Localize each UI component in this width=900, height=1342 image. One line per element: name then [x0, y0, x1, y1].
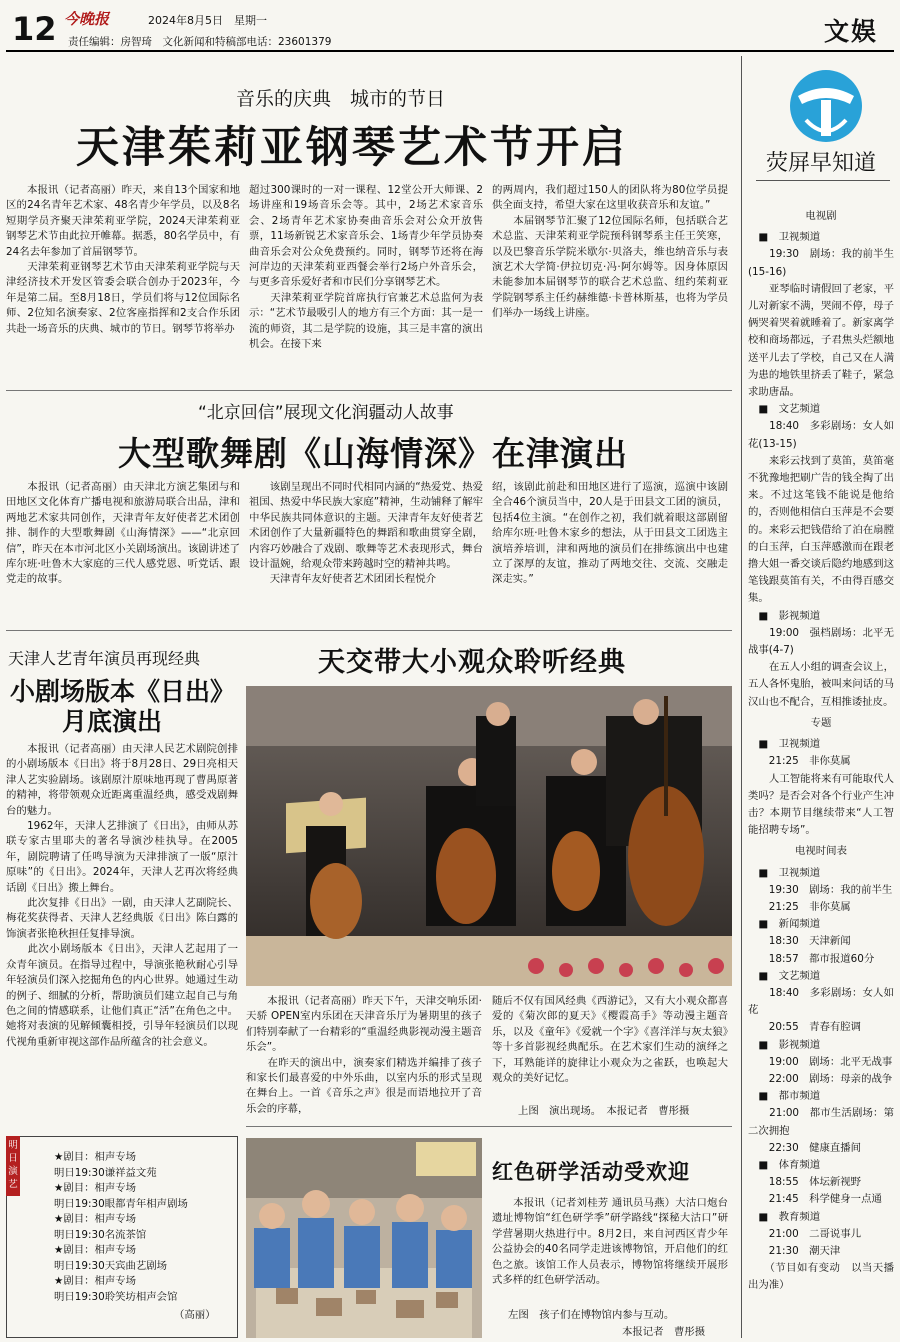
page-number: 12 — [12, 10, 57, 48]
tv-listing-line: ■ 都市频道 — [748, 1090, 821, 1103]
tomorrow-show-line: 明日19:30眼都青年相声剧场 — [54, 1197, 188, 1210]
tv-logo-icon — [776, 60, 876, 156]
concert-photo — [246, 686, 732, 986]
tomorrow-show-line: 明日19:30聆笑坊相声会馆 — [54, 1290, 178, 1303]
article3-title-line2: 月底演出 — [62, 707, 163, 736]
article2-kicker: “北京回信”展现文化润疆动人故事 — [198, 403, 454, 423]
tomorrow-show-line: 明日19:30名流茶馆 — [54, 1228, 147, 1241]
article4-col2: 随后不仅有国风经典《西游记》，又有大小观众都喜爱的《菊次郎的夏天》《樱霞高手》等动漫主题音乐，以及《童年》《爱就一个字》《喜洋洋与灰太狼》等十多首影视经典配乐。在艺术家们生动的演绎之下，耳熟能详的旋律让小观众为之雀跃，也唤起大观众的美好记忆。 — [492, 995, 728, 1085]
tv-listing-line: 亚琴临时请假回了老家，平儿对新家不满，哭闹不停，母子俩哭着哭着就睡着了。新家离学校和商场都远，子君焦头烂额地送平儿去了学校，自己又在人满为患的地铁里挤丢了鞋子，紧急求助唐晶。 — [748, 282, 894, 399]
tv-listing-line: ■ 体育频道 — [748, 1158, 821, 1171]
tv-listing-line: ■ 影视频道 — [748, 1038, 821, 1051]
tv-listing-line: 21:45 科学健身一点通 — [748, 1193, 882, 1206]
tv-listing-line: 人工智能将来有可能取代人类吗？是否会对各个行业产生冲击？本期节目继续带来“人工智能招聘专场”。 — [748, 772, 894, 837]
tv-listing-line: ■ 教育频道 — [748, 1210, 821, 1223]
article1-title: 天津茱莉亚钢琴艺术节开启 — [76, 123, 628, 173]
tv-listing-line: ■ 文艺频道 — [748, 969, 821, 982]
article2-col1: 本报讯（记者高丽）由天津北方演艺集团与和田地区文化体育广播电视和旅游局联合出品，津和两地艺术家共同创作，天津青年友好使者艺术团创排、制作的大型歌舞剧《山海情深》——“北京回信”，昨天在本市河北区小关剧场演出。该剧讲述了库尔班·吐鲁木大家庭的三代人感党恩、听党话、跟党走的故事。 — [6, 481, 240, 586]
tv-listing-line: 21:00 二哥说事儿 — [748, 1227, 862, 1240]
article2-col3: 绍，该剧此前赴和田地区进行了巡演，巡演中该剧全合46个演员当中，20人是于田县文工团的演员，包括4位主演。“在创作之初，我们就着眼这部剧留给库尔班·吐鲁木家乡的想法，从于田县文工团选主演培养培训，津和两地的演员们在排练演出中也建立了深厚的友谊，推动了两地交往、交流、交融走深走实。” — [492, 481, 728, 586]
issue-date: 2024年8月5日 星期一 — [148, 14, 267, 27]
tv-listing-line: 19:30 剧场：我的前半生 — [748, 883, 893, 896]
article4-title: 天交带大小观众聆听经典 — [318, 647, 626, 678]
tv-listing-line: 21:25 非你莫属 — [748, 755, 851, 768]
article4-col1: 本报讯（记者高丽）昨天下午，天津交响乐团·天骄 OPEN室内乐团在天津音乐厅为暑期里的孩子们特别奉献了一台精彩的“重温经典影视动漫主题音乐会”。 在昨天的演出中，演奏家们精选并编排了孩子和家长们最喜爱的中外乐曲，以室内乐的形式呈现在舞台上。一首《音乐之声》很是而语地拉开了音乐会的序幕， — [246, 995, 482, 1115]
museum-photo-illustration — [246, 1138, 482, 1338]
tv-listing-line: 来彩云找到了莫笛，莫笛毫不犹豫地把刷广告的钱全掏了出来。不过这笔钱不能说是他给的，否则他相信白玉萍是不会要的。来彩云把钱借给了泊在扇膛的白玉萍，白玉萍感激而在跟老撸大姐一番交谈后隐约地感到这笔钱跟莫笛有关，不由得百感交集。 — [748, 454, 894, 605]
divider — [246, 1126, 732, 1127]
tomorrow-shows-credit: （高丽） — [174, 1309, 216, 1321]
photo1-caption: 上图 演出现场。 本报记者 曹彤摄 — [518, 1105, 690, 1117]
tv-listing-heading: 专题 — [810, 716, 832, 729]
photo2-credit: 本报记者 曹彤摄 — [622, 1326, 706, 1338]
tv-listing-line: 21:00 都市生活剧场：第二次拥抱 — [748, 1107, 894, 1137]
tv-listing-line: （节目如有变动 以当天播出为准） — [748, 1262, 894, 1292]
tomorrow-show-line: 明日19:30天宾曲艺剧场 — [54, 1259, 168, 1272]
tomorrow-show-line: ★剧目：相声专场 — [54, 1244, 137, 1256]
tv-listing-line: 21:30 潮天津 — [748, 1244, 841, 1257]
article5-body: 本报讯（记者刘桂芳 通讯员马燕）大沽口炮台遗址博物馆“红色研学季”研学路线“探秘大沽口”研学营暑期火热进行中。8月2日，来自河西区青少年公益协会的40名同学走进该博物馆，开启他们的红色之旅。该馆工作人员表示，博物馆将继续开展形式多样的红色研学活动。 — [492, 1197, 728, 1287]
article2-col2: 该剧呈现出不同时代相同内涵的“热爱党、热爱祖国、热爱中华民族大家庭”精神，生动铺释了解牢中华民族共同体意识的主题。天津青年友好使者艺术团创作了大量新疆特色的舞蹈和歌曲贯穿全剧，内容巧妙融合了戏剧、歌舞等艺术表现形式，舞台设计温婉，给观众带来跨越时空的精神共鸣。 天津青年友好使者艺术团团长程悦介 — [249, 481, 483, 586]
tv-listing-heading: 电视剧 — [805, 210, 837, 222]
divider — [6, 630, 732, 631]
tv-sidebar-title: 荧屏早知道 — [766, 151, 877, 176]
tv-listing-line: 20:55 青春有腔调 — [748, 1021, 862, 1034]
tv-listing-line: 18:55 体坛新视野 — [748, 1176, 862, 1189]
tomorrow-show-line: ★剧目：相声专场 — [54, 1182, 137, 1194]
tv-listing-line: ■ 影视频道 — [748, 609, 821, 622]
photo2-caption: 左图 孩子们在博物馆内参与互动。 — [508, 1309, 675, 1321]
article3-kicker: 天津人艺青年演员再现经典 — [8, 649, 201, 668]
article1-col2: 超过300课时的一对一课程、12堂公开大师课、2场讲座和19场音乐会等。其中，2场艺术家音乐会、2场青年艺术家协奏曲音乐会对公众开放售票，11场新锐艺术家音乐会、1场青少年学员协奏曲音乐会对公众免费预约。同时，钢琴节还将在海河岸边的天津茱莉亚西餐会举行2场户外音乐会，与更多音乐爱好者和市民们分享钢琴艺术。 天津茱莉亚学院首席执行官兼艺术总监何为表示：“艺术节最吸引人的地方有三个方面：其一是一流的师资，其二是学院的设施，其三是丰富的演出机会。在接下来 — [249, 184, 483, 351]
section-title: 文娱 — [823, 17, 878, 46]
article5-title: 红色研学活动受欢迎 — [492, 1160, 690, 1184]
article1-col3: 的两周内，我们超过150人的团队将为80位学员提供全面支持，希望大家在这里收获音乐和友谊。” 本届钢琴节汇聚了12位国际名师，包括联合艺术总监、天津茱莉亚学院预科钢琴系主任王笑寒，以及巴黎音乐学院米歇尔·贝洛夫，维也纳音乐与表演艺术大学简·伊拉切克·冯·阿尔姆等。因身体原因未能参加本届钢琴节的联合艺术总监、纽约茱莉亚学院钢琴系主任约赫维德·卡普林斯基，也将为学员们举办一场线上讲座。 — [492, 184, 728, 320]
article1-kicker: 音乐的庆典 城市的节日 — [236, 88, 446, 110]
museum-photo — [246, 1138, 482, 1338]
tv-listing-line: ■ 新闻频道 — [748, 918, 821, 931]
tv-listing-heading: 电视时间表 — [795, 845, 847, 858]
tv-listing-line: 19:00 剧场：北平无战事 — [748, 1055, 893, 1068]
tv-listing-line: 19:30 剧场：我的前半生(15-16) — [748, 248, 894, 278]
tv-listing-line: ■ 卫视频道 — [748, 738, 821, 751]
tomorrow-show-line: ★剧目：相声专场 — [54, 1213, 137, 1225]
concert-photo-illustration — [246, 686, 732, 986]
tv-listing-line: 22:30 健康直播间 — [748, 1141, 862, 1154]
tv-listing-line: 在五人小组的调查会议上，五人各怀鬼胎，被叫来问话的马汉山也不配合，互相推诿扯皮。 — [748, 661, 894, 708]
header-rule — [6, 50, 894, 52]
article3-body: 本报讯（记者高丽）由天津人民艺术剧院创排的小剧场版本《日出》将于8月28日、29日亮相天津人艺实验剧场。该剧原汁原味地再现了曹禺原著的精神，将带领观众近距离重温经典，感受戏剧舞台的魅力。 1962年，天津人艺排演了《日出》，由师从苏联专家古里耶夫的著名导演沙桂执导。在2005年，剧院聘请了任鸣导演为天津排演了一版“原汁原味”的《日出》。2024年，天津人艺再次将经典话剧《日出》搬上舞台。 此次复排《日出》一剧，由天津人艺副院长、梅花奖获得者、天津人艺经典版《日出》陈白露的饰演者张艳秋担任复排导演。 此次小剧场版本《日出》，天津人艺起用了一众青年演员。在指导过程中，导演张艳秋耐心引导年轻演员们深入挖掘角色的内心世界。她通过生动的例子、细腻的分析，帮助演员们建立起自己与角色之间的情感联系，让他们真正“活”在角色之中。她将对表演的见解倾囊相授，引导年轻演员们以现代视角重新审视这部作品所蕴含的社会意义。 — [6, 743, 238, 1048]
tomorrow-shows-tab: 明日演艺 — [6, 1136, 20, 1196]
newspaper-logo: 今晚报 — [64, 10, 110, 28]
tv-listing-line: 18:40 多彩剧场：女人如花 — [748, 986, 894, 1017]
tomorrow-show-line: ★剧目：相声专场 — [54, 1151, 137, 1163]
tv-listing-line: ■ 卫视频道 — [748, 866, 821, 879]
tv-listing-line: ■ 卫视频道 — [748, 231, 821, 244]
divider — [6, 390, 732, 391]
tv-listing-line: 18:30 天津新闻 — [748, 935, 851, 948]
article2-title: 大型歌舞剧《山海情深》在津演出 — [118, 434, 628, 473]
editor-line: 责任编辑：房智琦 文化新闻和特稿部电话：23601379 — [68, 36, 332, 48]
tomorrow-show-line: ★剧目：相声专场 — [54, 1275, 137, 1287]
article3-title-line1: 小剧场版本《日出》 — [10, 677, 236, 706]
tv-listing-line: 21:25 非你莫属 — [748, 900, 851, 913]
tv-listing-line: 18:40 多彩剧场：女人如花(13-15) — [748, 420, 894, 450]
tv-listing-line: 19:00 强档剧场：北平无战事(4-7) — [748, 626, 894, 657]
article1-col1: 本报讯（记者高丽）昨天，来自13个国家和地区的24名青年艺术家、48名青少年学员，以及8名短期学员齐聚天津茱莉亚学院，2024天津茱莉亚钢琴艺术节由此拉开帷幕。据悉，80名学员中，有24名去年参加了首届钢琴节。 天津茱莉亚钢琴艺术节由天津茱莉亚学院与天津经济技术开发区管委会联合创办于2023年，今年是第二届。至8月18日，学员们将与12位国际名师、2位知名演奏家、2位客座指挥和2支合作乐团共赴一场音乐的庆典、城市的节日。钢琴节将举办 — [6, 184, 240, 335]
tv-listing-line: ■ 文艺频道 — [748, 403, 821, 416]
divider — [756, 180, 890, 181]
tomorrow-show-line: 明日19:30谦祥益文苑 — [54, 1166, 157, 1179]
tv-listing-line: 22:00 剧场：母亲的战争 — [748, 1072, 893, 1085]
tv-listing-line: 18:57 都市报道60分 — [748, 952, 875, 965]
